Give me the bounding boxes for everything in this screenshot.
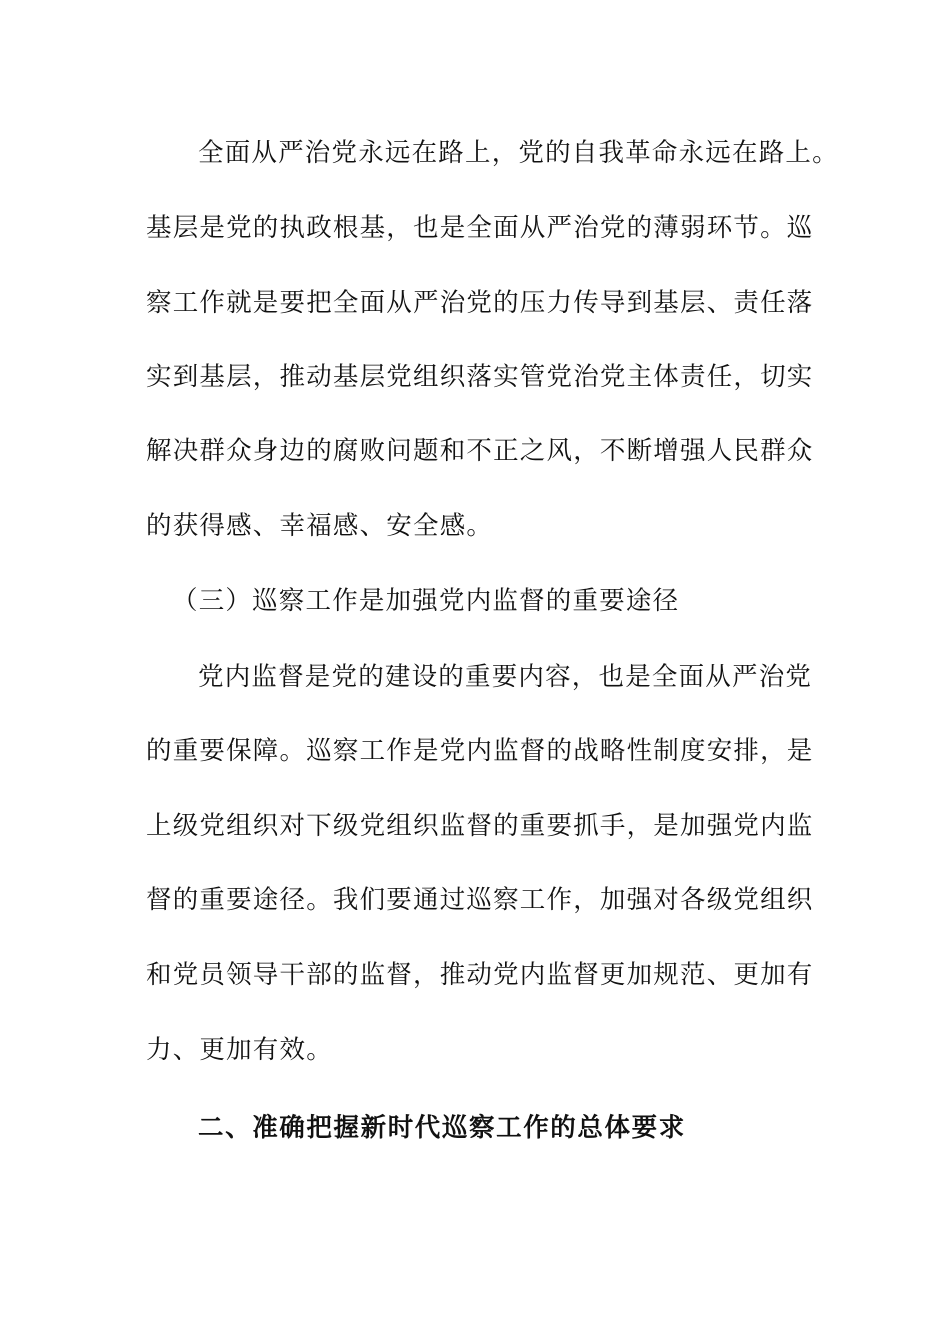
paragraph-line: 基层是党的执政根基，也是全面从严治党的薄弱环节。巡: [146, 213, 814, 243]
paragraph-line: 上级党组织对下级党组织监督的重要抓手，是加强党内监: [146, 811, 814, 841]
paragraph-line: 的重要保障。巡察工作是党内监督的战略性制度安排，是: [146, 736, 814, 766]
paragraph-line: 全面从严治党永远在路上，党的自我革命永远在路上。: [198, 138, 839, 168]
paragraph-line: 力、更加有效。: [146, 1035, 333, 1065]
paragraph-line: 的获得感、幸福感、安全感。: [146, 511, 494, 541]
paragraph-line: 督的重要途径。我们要通过巡察工作，加强对各级党组织: [146, 885, 814, 915]
paragraph-line: 和党员领导干部的监督，推动党内监督更加规范、更加有: [146, 960, 814, 990]
paragraph-line: 实到基层，推动基层党组织落实管党治党主体责任，切实: [146, 362, 814, 392]
paragraph-line: 党内监督是党的建设的重要内容，也是全面从严治党: [198, 662, 813, 692]
paragraph-line: 解决群众身边的腐败问题和不正之风，不断增强人民群众: [146, 436, 814, 466]
paragraph-line: 察工作就是要把全面从严治党的压力传导到基层、责任落: [146, 288, 814, 318]
subsection-heading: （三）巡察工作是加强党内监督的重要途径: [172, 586, 680, 616]
section-heading: 二、准确把握新时代巡察工作的总体要求: [198, 1113, 686, 1143]
